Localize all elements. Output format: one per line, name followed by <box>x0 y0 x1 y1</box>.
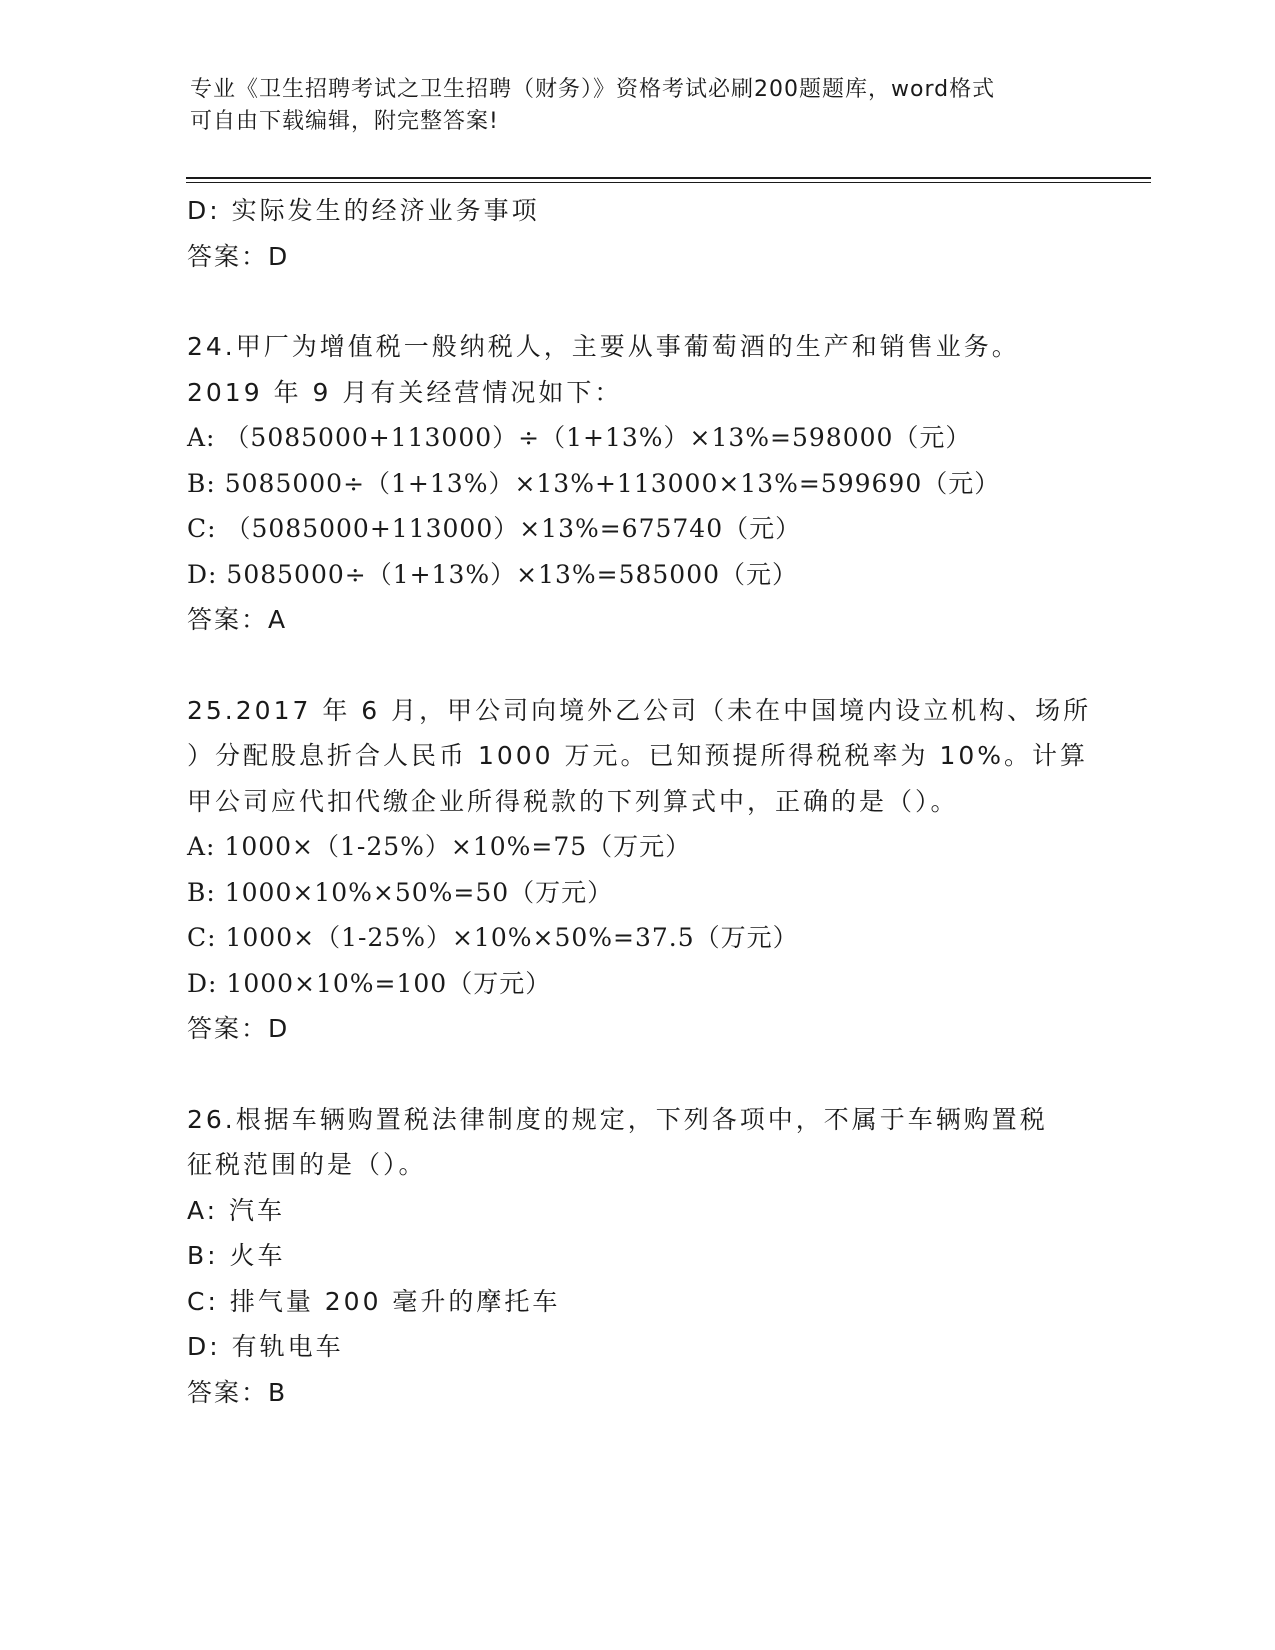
question-stem: ）分配股息折合人民币 1000 万元。已知预提所得税税率为 10%。计算 <box>187 741 1089 770</box>
question-stem: 2019 年 9 月有关经营情况如下： <box>187 377 623 407</box>
previous-question-tail <box>187 188 1087 279</box>
question-26 <box>187 1097 1087 1416</box>
header-line-1: 专业《卫生招聘考试之卫生招聘（财务）》资格考试必刷200题题库，word格式 <box>190 77 996 102</box>
option-a: A: 汽车 <box>187 1195 286 1225</box>
option-b: B: 1000×10%×50%=50（万元） <box>187 877 614 907</box>
answer-line: 答案：B <box>187 1377 288 1407</box>
header-line-2: 可自由下载编辑，附完整答案! <box>190 109 499 134</box>
question-25 <box>187 688 1092 1052</box>
option-d: D: 5085000÷（1+13%）×13%=585000（元） <box>187 559 799 589</box>
header-rule-thick <box>186 177 1151 179</box>
question-stem: 甲公司应代扣代缴企业所得税款的下列算式中，正确的是（）。 <box>187 786 959 816</box>
answer-line: 答案：D <box>187 241 290 271</box>
option-a: A: （5085000+113000）÷（1+13%）×13%=598000（元） <box>187 423 972 452</box>
question-24 <box>187 324 1087 643</box>
option-a: A: 1000×（1-25%）×10%=75（万元） <box>187 832 692 861</box>
option-c: C: （5085000+113000）×13%=675740（元） <box>187 514 802 543</box>
option-d: D: 有轨电车 <box>187 1332 344 1361</box>
option-c: C: 1000×（1-25%）×10%×50%=37.5（万元） <box>187 923 799 952</box>
page-header <box>190 74 1090 138</box>
answer-line: 答案：D <box>187 1014 290 1043</box>
question-content <box>187 188 1092 1415</box>
question-stem: 24.甲厂为增值税一般纳税人，主要从事葡萄酒的生产和销售业务。 <box>187 332 1020 361</box>
option-d: D: 实际发生的经济业务事项 <box>187 196 540 225</box>
spacer <box>187 1052 1087 1097</box>
option-b: B: 火车 <box>187 1241 286 1270</box>
question-stem: 25.2017 年 6 月，甲公司向境外乙公司（未在中国境内设立机构、场所 <box>187 695 1092 725</box>
header-rule-thin <box>186 182 1151 183</box>
question-stem: 征税范围的是（）。 <box>187 1150 427 1179</box>
option-b: B: 5085000÷（1+13%）×13%+113000×13%=599690（元） <box>187 468 1001 498</box>
question-stem: 26.根据车辆购置税法律制度的规定，下列各项中，不属于车辆购置税 <box>187 1104 1048 1134</box>
answer-line: 答案：A <box>187 605 288 634</box>
option-d: D: 1000×10%=100（万元） <box>187 968 552 998</box>
spacer <box>187 643 1087 688</box>
option-c: C: 排气量 200 毫升的摩托车 <box>187 1286 561 1316</box>
spacer <box>187 279 1087 324</box>
